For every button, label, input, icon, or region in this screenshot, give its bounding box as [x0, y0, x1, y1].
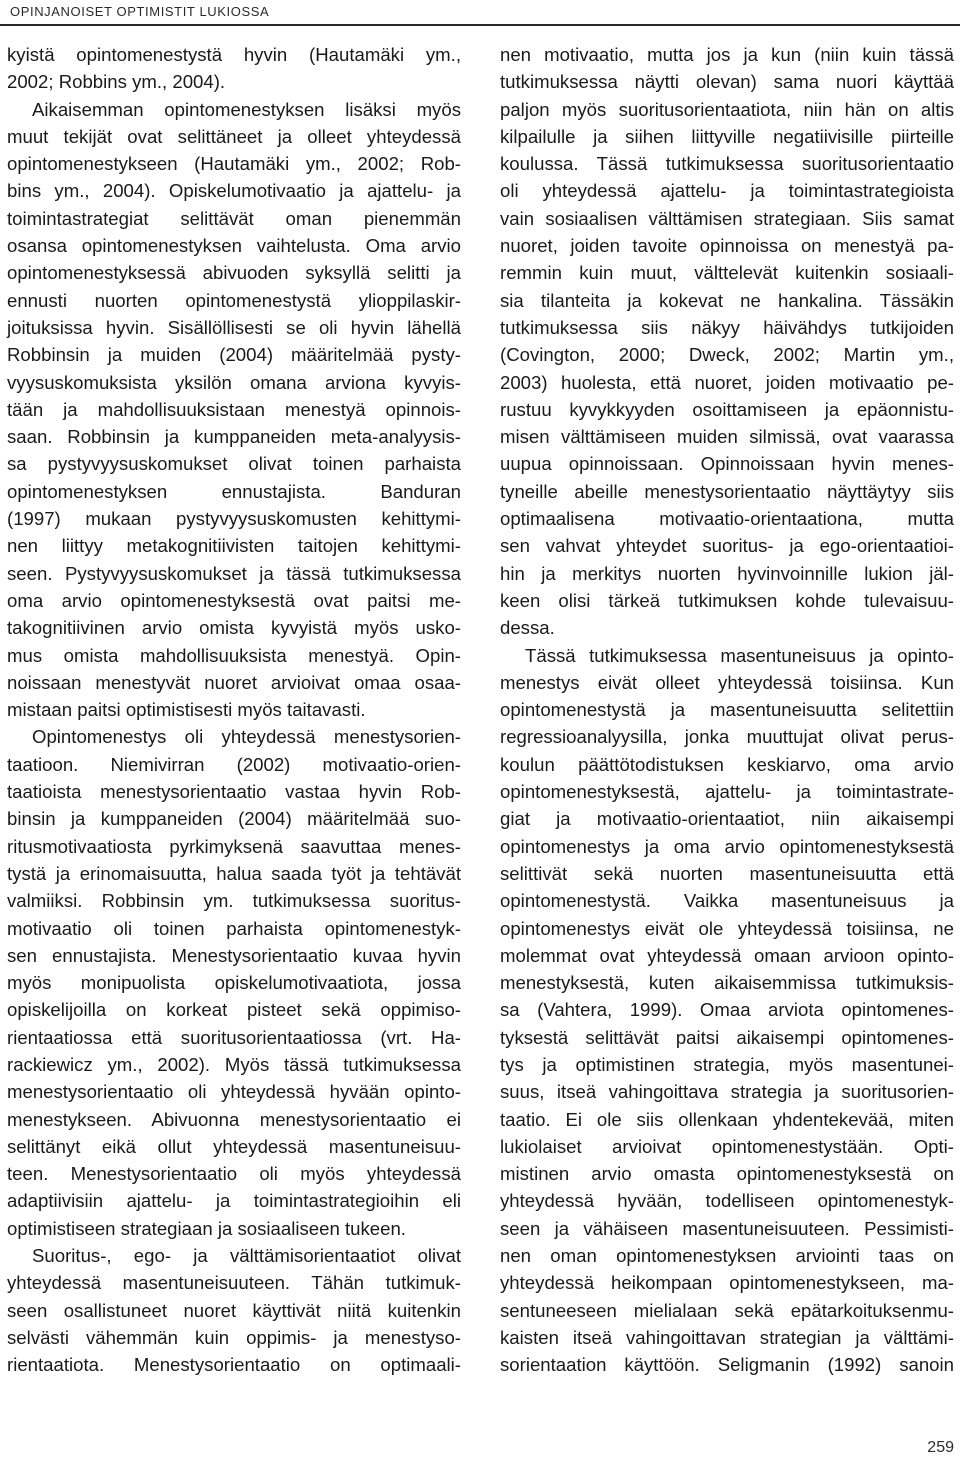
text-line: selittänyt eikä ollut yhteydessä masentuneisuu-	[7, 1135, 461, 1157]
text-line: opintomenestykseen (Hautamäki ym., 2002; Rob-	[7, 153, 461, 175]
text-line: Opintomenestys oli yhteydessä menestysorien-	[32, 726, 461, 748]
text-line: hin ja merkitys nuorten hyvinvoinnille lukion jäl-	[500, 562, 954, 584]
text-line: yhteydessä hyvään, todelliseen opintomenestyk-	[500, 1190, 954, 1212]
text-line: 2003) huolesta, että nuoret, joiden motivaatio pe-	[500, 371, 954, 393]
text-line: opintomenestyksessä abivuoden syksyllä selitti ja	[7, 262, 461, 284]
text-line: (Covington, 2000; Dweck, 2002; Martin ym.,	[500, 344, 954, 366]
text-line: noissaan menestyvät nuoret arvioivat omaa osaa-	[7, 671, 461, 693]
text-line: Tässä tutkimuksessa masentuneisuus ja opinto-	[525, 644, 954, 666]
text-line: nuoret, joiden tavoite opinnoissa on menestyä pa-	[500, 235, 954, 257]
text-line: regressioanalyysilla, jonka muuttujat olivat perus-	[500, 726, 954, 748]
text-line: rustuu kyvykkyyden osoittamiseen ja epäonnistu-	[500, 398, 954, 420]
text-line: oli yhteydessä ajattelu- ja toimintastrategioista	[500, 180, 954, 202]
text-line: oma arvio opintomenestyksestä ovat paitsi me-	[7, 589, 461, 611]
text-line: teen. Menestysorientaatio oli myös yhteydessä	[7, 1163, 461, 1185]
text-line: koulun päättötodistuksen keskiarvo, oma arvio	[500, 753, 954, 775]
text-line: kaisten itseä vahingoittavan strategian ja välttämi-	[500, 1326, 954, 1348]
text-line: selittivät sekä nuorten masentuneisuutta että	[500, 862, 954, 884]
text-line: opiskelijoilla on korkeat pisteet sekä oppimiso-	[7, 999, 461, 1021]
text-line: remmin kuin muut, välttelevät kuitenkin sosiaali-	[500, 262, 954, 284]
text-line: opintomenestyksen ennustajista. Banduran	[7, 480, 461, 502]
text-line: taatioista menestysorientaatio vastaa hyvin Rob-	[7, 781, 461, 803]
header-rule	[0, 24, 960, 26]
text-line: opintomenestys ja oma arvio opintomenestyksestä	[500, 835, 954, 857]
text-line: kilpailulle ja siihen liittyville negatiivisille piirteille	[500, 125, 954, 147]
text-line: sa pystyvyysuskomukset olivat toinen parhaista	[7, 453, 461, 475]
text-line: menestykseen. Abivuonna menestysorientaatio ei	[7, 1108, 461, 1130]
text-line: toimintastrategiat selittävät oman pienemmän	[7, 207, 461, 229]
text-line: seen osallistuneet nuoret käyttivät niitä kuitenkin	[7, 1299, 461, 1321]
text-line: menestyksestä, kuten aikaisemmissa tutkimuksis-	[500, 972, 954, 994]
text-line: opintomenestystä ja masentuneisuutta selitettiin	[500, 699, 954, 721]
text-line: adaptiivisiin ajattelu- ja toimintastrategioihin eli	[7, 1190, 461, 1212]
text-line: bins ym., 2004). Opiskelumotivaatio ja ajattelu- ja	[7, 180, 461, 202]
text-line: lukiolaiset arvioivat opintomenestystään. Opti-	[500, 1135, 954, 1157]
text-line: optimistiseen strategiaan ja sosiaaliseen tukeen.	[7, 1217, 406, 1239]
text-line: uupua opinnoissaan. Opinnoissaan hyvin menes-	[500, 453, 954, 475]
text-line: seen ja vähäiseen masentuneisuuteen. Pessimisti-	[500, 1217, 954, 1239]
text-line: yhteydessä heikompaan opintomenestykseen, ma-	[500, 1272, 954, 1294]
text-line: misen välttämiseen muiden silmissä, ovat vaarassa	[500, 426, 954, 448]
text-line: opintomenestyksestä, ajattelu- ja toimintastrate-	[500, 781, 954, 803]
text-line: menestys eivät olleet yhteydessä toisiinsa. Kun	[500, 671, 954, 693]
text-line: optimaalisena motivaatio-orientaationa, mutta	[500, 508, 954, 530]
text-line: mus omista mahdollisuuksista menestyä. Opin-	[7, 644, 461, 666]
text-line: tys ja optimistinen strategia, myös masentunei-	[500, 1053, 954, 1075]
text-line: muut tekijät ovat selittäneet ja olleet yhteydessä	[7, 125, 461, 147]
text-line: 2002; Robbins ym., 2004).	[7, 71, 226, 93]
text-line: takognitiivinen arvio omista kyvyistä myös usko-	[7, 617, 461, 639]
text-line: tyksestä selittävät paitsi aikaisempi opintomenes-	[500, 1026, 954, 1048]
text-line: saan. Robbinsin ja kumppaneiden meta-analyysis-	[7, 426, 461, 448]
text-line: sentuneeseen mielialaan sekä epätarkoituksenmu-	[500, 1299, 954, 1321]
text-line: giat ja motivaatio-orientaatiot, niin aikaisempi	[500, 808, 954, 830]
text-line: osansa opintomenestyksen vaihtelusta. Oma arvio	[7, 235, 461, 257]
text-line: nen liittyy metakognitiivisten taitojen kehittymi-	[7, 535, 461, 557]
text-line: tutkimuksessa siis näkyy häivähdys tutkijoiden	[500, 316, 954, 338]
text-line: motivaatio oli toinen parhaista opintomenestyk-	[7, 917, 461, 939]
text-line: valmiiksi. Robbinsin ym. tutkimuksessa suoritus-	[7, 890, 461, 912]
text-line: taatio. Ei ole siis ollenkaan yhdentekevää, miten	[500, 1108, 954, 1130]
text-line: vyysuskomuksista yksilön omana arviona kyvyis-	[7, 371, 461, 393]
left-column	[7, 41, 461, 1379]
text-line: selvästi vähemmän kuin oppimis- ja menestyso-	[7, 1326, 461, 1348]
text-line: (1997) mukaan pystyvyysuskomusten kehittymi-	[7, 508, 461, 530]
text-line: tyneille abeille menestysorientaatio näyttäytyy siis	[500, 480, 954, 502]
text-line: ennusti nuorten opintomenestystä ylioppilaskir-	[7, 289, 461, 311]
text-line: paljon myös suoritusorientaatiota, niin hän on altis	[500, 98, 954, 120]
text-line: rackiewicz ym., 2002). Myös tässä tutkimuksessa	[7, 1053, 461, 1075]
text-line: nen oman opintomenestyksen arviointi taas on	[500, 1245, 954, 1267]
text-line: sorientaation käyttöön. Seligmanin (1992) sanoin	[500, 1354, 954, 1376]
text-line: sen vahvat yhteydet suoritus- ja ego-orientaatioi-	[500, 535, 954, 557]
text-line: tutkimuksessa näytti olevan) sama nuori käyttää	[500, 71, 954, 93]
text-line: Aikaisemman opintomenestyksen lisäksi myös	[32, 98, 461, 120]
text-line: dessa.	[500, 617, 555, 639]
text-line: Robbinsin ja muiden (2004) määritelmää pysty-	[7, 344, 461, 366]
text-line: nen motivaatio, mutta jos ja kun (niin kuin tässä	[500, 44, 954, 65]
text-line: sen ennustajista. Menestysorientaatio kuvaa hyvin	[7, 944, 461, 966]
text-line: tään ja mahdollisuuksistaan menestyä opinnois-	[7, 398, 461, 420]
text-line: vain sosiaalisen välttämisen strategiaan. Siis samat	[500, 207, 954, 229]
page-number: 259	[927, 1439, 954, 1456]
text-line: ritusmotivaatiosta pyrkimyksenä saavuttaa menes-	[7, 835, 461, 857]
text-line: rientaatiossa että suoritusorientaatiossa (vrt. Ha-	[7, 1026, 461, 1048]
running-head: OPINJANOISET OPTIMISTIT LUKIOSSA	[10, 4, 270, 19]
text-line: joituksissa hyvin. Sisällöllisesti se oli hyvin lähellä	[7, 316, 461, 338]
right-column	[500, 41, 954, 1379]
text-line: yhteydessä masentuneisuuteen. Tähän tutkimuk-	[7, 1272, 461, 1294]
text-line: suus, itseä vahingoittava strategia ja suoritusorien-	[500, 1081, 954, 1103]
text-line: myös monipuolista opiskelumotivaatiota, jossa	[7, 972, 461, 994]
text-line: opintomenestystä. Vaikka masentuneisuus ja	[500, 890, 954, 912]
text-line: tystä ja erinomaisuutta, halua saada työt ja tehtävät	[7, 862, 461, 884]
text-line: koulussa. Tässä tutkimuksessa suoritusorientaatio	[500, 153, 954, 175]
text-line: rientaatiota. Menestysorientaatio on optimaali-	[7, 1354, 461, 1376]
text-line: opintomenestys eivät ole yhteydessä toisiinsa, ne	[500, 917, 954, 939]
text-line: sia tilanteita ja kokevat ne hankalina. Tässäkin	[500, 289, 954, 311]
text-line: kyistä opintomenestystä hyvin (Hautamäki ym.,	[7, 44, 461, 65]
text-line: mistinen arvio omasta opintomenestyksestä on	[500, 1163, 954, 1185]
text-line: sa (Vahtera, 1999). Omaa arviota opintomenes-	[500, 999, 954, 1021]
text-line: Suoritus-, ego- ja välttämisorientaatiot olivat	[32, 1245, 461, 1267]
text-line: menestysorientaatio oli yhteydessä hyvään opinto-	[7, 1081, 461, 1103]
text-line: keen olisi tärkeä tutkimuksen kohde tulevaisuu-	[500, 589, 954, 611]
text-line: seen. Pystyvyysuskomukset ja tässä tutkimuksessa	[7, 562, 461, 584]
text-line: molemmat ovat yhteydessä omaan arvioon opinto-	[500, 944, 954, 966]
text-line: binsin ja kumppaneiden (2004) määritelmää suo-	[7, 808, 461, 830]
text-line: taatioon. Niemivirran (2002) motivaatio-orien-	[7, 753, 461, 775]
text-line: mistaan paitsi optimistisesti myös taitavasti.	[7, 699, 366, 721]
